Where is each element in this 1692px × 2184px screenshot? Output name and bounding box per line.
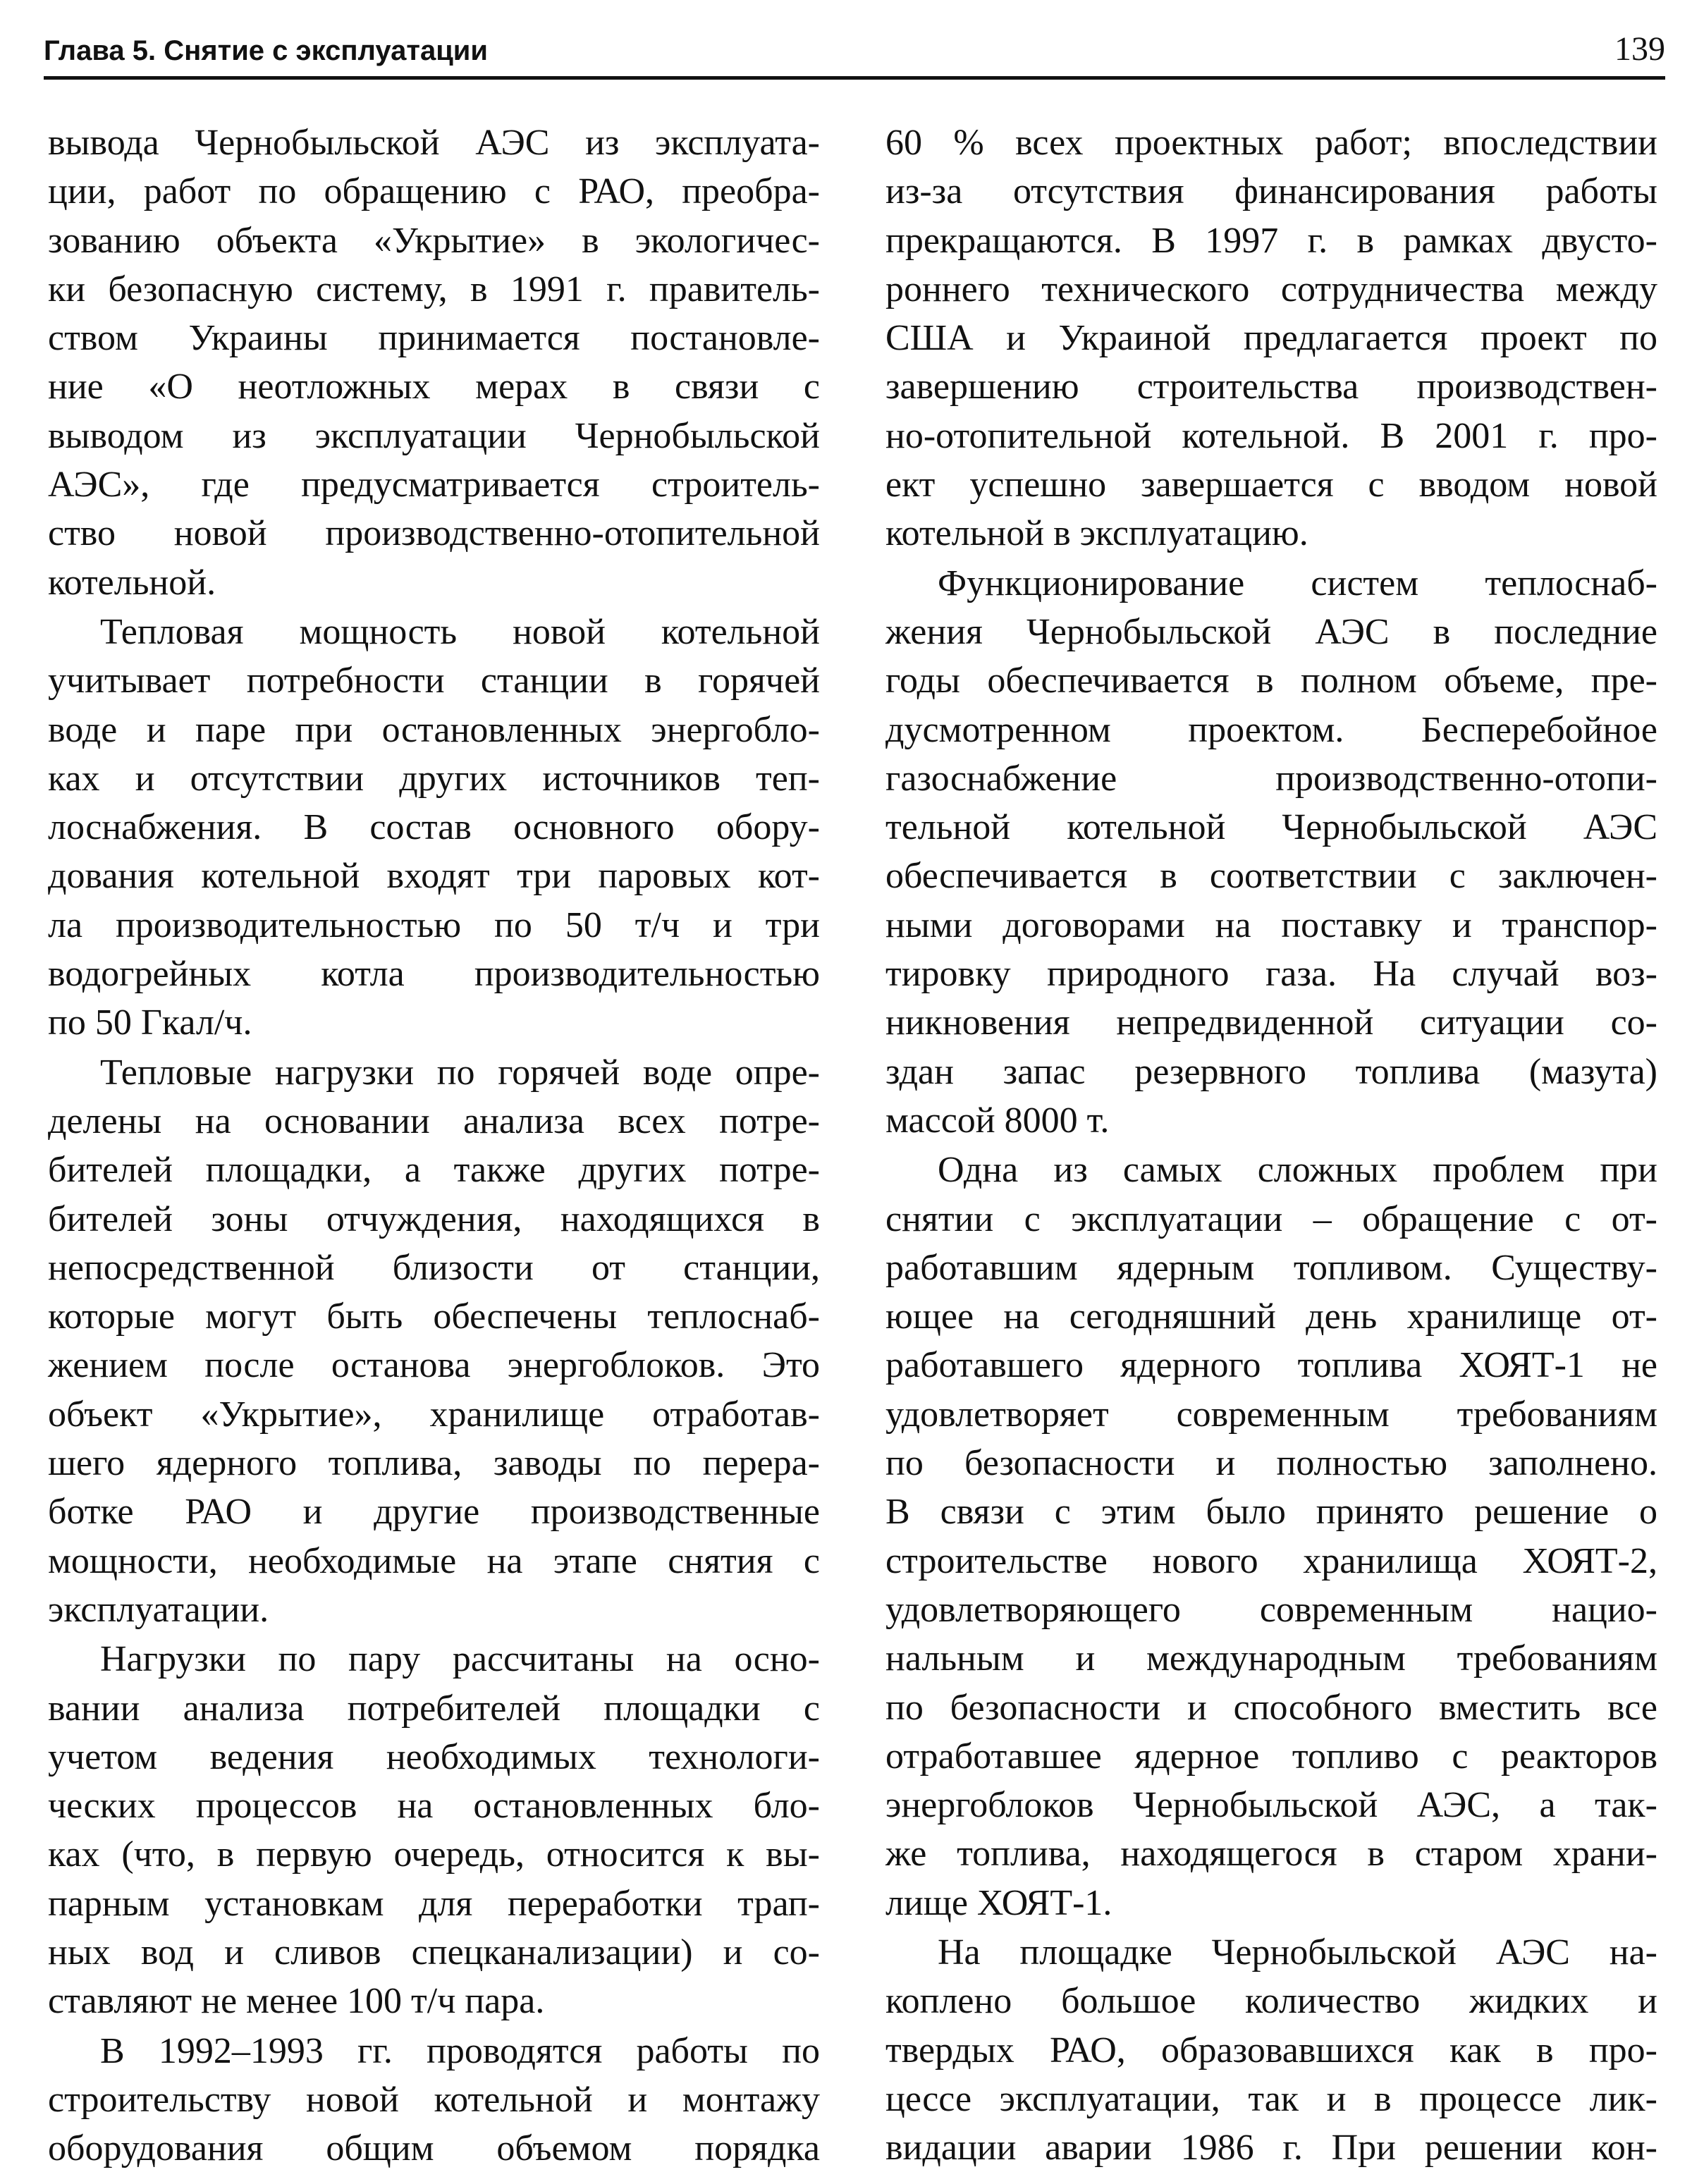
- text-line: твердых РАО, образовавшихся как в про-: [885, 2030, 1657, 2070]
- text-line: газоснабжение производственно-отопи-: [885, 758, 1657, 799]
- text-line: В связи с этим было принято решение о: [885, 1492, 1657, 1533]
- text-line: по безопасности и способного вместить все: [885, 1687, 1657, 1728]
- text-line: Тепловые нагрузки по горячей воде опре-: [100, 1052, 820, 1093]
- text-line: ках (что, в первую очередь, относится к вы-: [48, 1834, 820, 1875]
- text-line: которые могут быть обеспечены теплоснаб-: [48, 1296, 820, 1337]
- text-line: эксплуатации.: [48, 1589, 269, 1630]
- text-line: США и Украиной предлагается проект по: [885, 318, 1657, 359]
- text-line: котельной.: [48, 562, 216, 603]
- text-line: отработавшее ядерное топливо с реакторов: [885, 1736, 1657, 1777]
- chapter-title: Глава 5. Снятие с эксплуатации: [44, 35, 488, 66]
- text-line: Одна из самых сложных проблем при: [938, 1150, 1657, 1191]
- text-line: жения Чернобыльской АЭС в последние: [885, 611, 1657, 652]
- text-line: годы обеспечивается в полном объеме, пре-: [885, 661, 1657, 701]
- text-line: работавшим ядерным топливом. Существу-: [885, 1247, 1657, 1288]
- text-line: удовлетворяет современным требованиям: [885, 1394, 1657, 1435]
- text-line: по безопасности и полностью заполнено.: [885, 1443, 1657, 1484]
- text-line: снятии с эксплуатации – обращение с от-: [885, 1198, 1657, 1239]
- text-line: дусмотренном проектом. Бесперебойное: [885, 709, 1657, 750]
- left-column: [48, 118, 820, 2173]
- text-line: массой 8000 т.: [885, 1100, 1110, 1141]
- text-line: ными договорами на поставку и транспор-: [885, 904, 1657, 945]
- text-line: учитывает потребности станции в горячей: [48, 661, 820, 701]
- text-line: лоснабжения. В состав основного обору-: [48, 807, 820, 848]
- text-line: На площадке Чернобыльской АЭС на-: [938, 1932, 1657, 1973]
- text-line: ла производительностью по 50 т/ч и три: [48, 904, 820, 945]
- text-line: завершению строительства производствен-: [885, 367, 1657, 407]
- text-line: цессе эксплуатации, так и в процессе лик-: [885, 2078, 1657, 2119]
- text-line: из-за отсутствия финансирования работы: [885, 171, 1657, 212]
- text-line: роннего технического сотрудничества между: [885, 269, 1657, 309]
- text-line: видации аварии 1986 г. При решении кон-: [885, 2128, 1657, 2168]
- text-line: ных вод и сливов спецканализации) и со-: [48, 1932, 820, 1973]
- text-line: ство новой производственно-отопительной: [48, 513, 820, 554]
- text-line: оборудования общим объемом порядка: [48, 2128, 820, 2169]
- text-line: делены на основании анализа всех потре-: [48, 1100, 820, 1141]
- text-line: зованию объекта «Укрытие» в экологичес-: [48, 220, 820, 261]
- text-line: нальным и международным требованиям: [885, 1638, 1657, 1679]
- text-line: строительстве нового хранилища ХОЯТ-2,: [885, 1540, 1657, 1581]
- text-line: лище ХОЯТ-1.: [885, 1882, 1112, 1923]
- text-line: непосредственной близости от станции,: [48, 1247, 820, 1288]
- text-line: ние «О неотложных мерах в связи с: [48, 367, 820, 407]
- text-line: ством Украины принимается постановле-: [48, 318, 820, 359]
- text-line: В 1992–1993 гг. проводятся работы по: [100, 2030, 820, 2071]
- text-line: коплено большое количество жидких и: [885, 1981, 1657, 2022]
- text-line: жением после останова энергоблоков. Это: [48, 1345, 820, 1386]
- text-line: но-отопительной котельной. В 2001 г. про-: [885, 415, 1657, 456]
- text-line: бителей площадки, а также других потре-: [48, 1150, 820, 1191]
- page-header: [44, 25, 1665, 80]
- text-line: работавшего ядерного топлива ХОЯТ-1 не: [885, 1345, 1657, 1386]
- text-line: ющее на сегодняшний день хранилище от-: [885, 1296, 1657, 1337]
- text-line: Нагрузки по пару рассчитаны на осно-: [100, 1639, 820, 1680]
- text-line: строительству новой котельной и монтажу: [48, 2079, 820, 2120]
- text-line: ческих процессов на остановленных бло-: [48, 1786, 820, 1827]
- text-line: прекращаются. В 1997 г. в рамках двусто-: [885, 220, 1657, 261]
- text-line: учетом ведения необходимых технологи-: [48, 1736, 820, 1777]
- text-line: 60 % всех проектных работ; впоследствии: [885, 123, 1657, 163]
- text-line: парным установкам для переработки трап-: [48, 1883, 820, 1924]
- text-line: вывода Чернобыльской АЭС из эксплуата-: [48, 123, 820, 163]
- text-line: водогрейных котла производительностью: [48, 954, 820, 995]
- text-line: по 50 Гкал/ч.: [48, 1002, 252, 1043]
- text-line: здан запас резервного топлива (мазута): [885, 1051, 1657, 1092]
- text-line: вании анализа потребителей площадки с: [48, 1688, 820, 1729]
- text-line: же топлива, находящегося в старом храни-: [885, 1834, 1657, 1875]
- text-line: тировку природного газа. На случай воз-: [885, 954, 1657, 995]
- text-line: ции, работ по обращению с РАО, преобра-: [48, 171, 820, 212]
- text-line: обеспечивается в соответствии с заключен-: [885, 856, 1657, 897]
- text-line: дования котельной входят три паровых кот-: [48, 856, 820, 897]
- text-line: мощности, необходимые на этапе снятия с: [48, 1540, 820, 1581]
- page-number: 139: [1614, 30, 1665, 68]
- text-line: ботке РАО и другие производственные: [48, 1492, 820, 1533]
- text-line: Функционирование систем теплоснаб-: [938, 563, 1657, 603]
- text-line: ках и отсутствии других источников теп-: [48, 758, 820, 799]
- text-line: удовлетворяющего современным нацио-: [885, 1589, 1657, 1630]
- text-line: ект успешно завершается с вводом новой: [885, 465, 1657, 505]
- text-line: воде и паре при остановленных энергобло-: [48, 709, 820, 750]
- text-line: объект «Укрытие», хранилище отработав-: [48, 1394, 820, 1435]
- text-line: бителей зоны отчуждения, находящихся в: [48, 1198, 820, 1239]
- text-line: выводом из эксплуатации Чернобыльской: [48, 415, 820, 456]
- text-line: энергоблоков Чернобыльской АЭС, а так-: [885, 1785, 1657, 1826]
- text-line: ставляют не менее 100 т/ч пара.: [48, 1981, 545, 2022]
- text-line: шего ядерного топлива, заводы по перера-: [48, 1443, 820, 1484]
- right-column: [885, 118, 1657, 2172]
- text-line: никновения непредвиденной ситуации со-: [885, 1002, 1657, 1043]
- text-line: тельной котельной Чернобыльской АЭС: [885, 807, 1657, 848]
- text-line: Тепловая мощность новой котельной: [100, 611, 820, 652]
- text-line: ки безопасную систему, в 1991 г. правитель-: [48, 269, 820, 309]
- text-line: котельной в эксплуатацию.: [885, 513, 1308, 554]
- text-line: АЭС», где предусматривается строитель-: [48, 465, 820, 505]
